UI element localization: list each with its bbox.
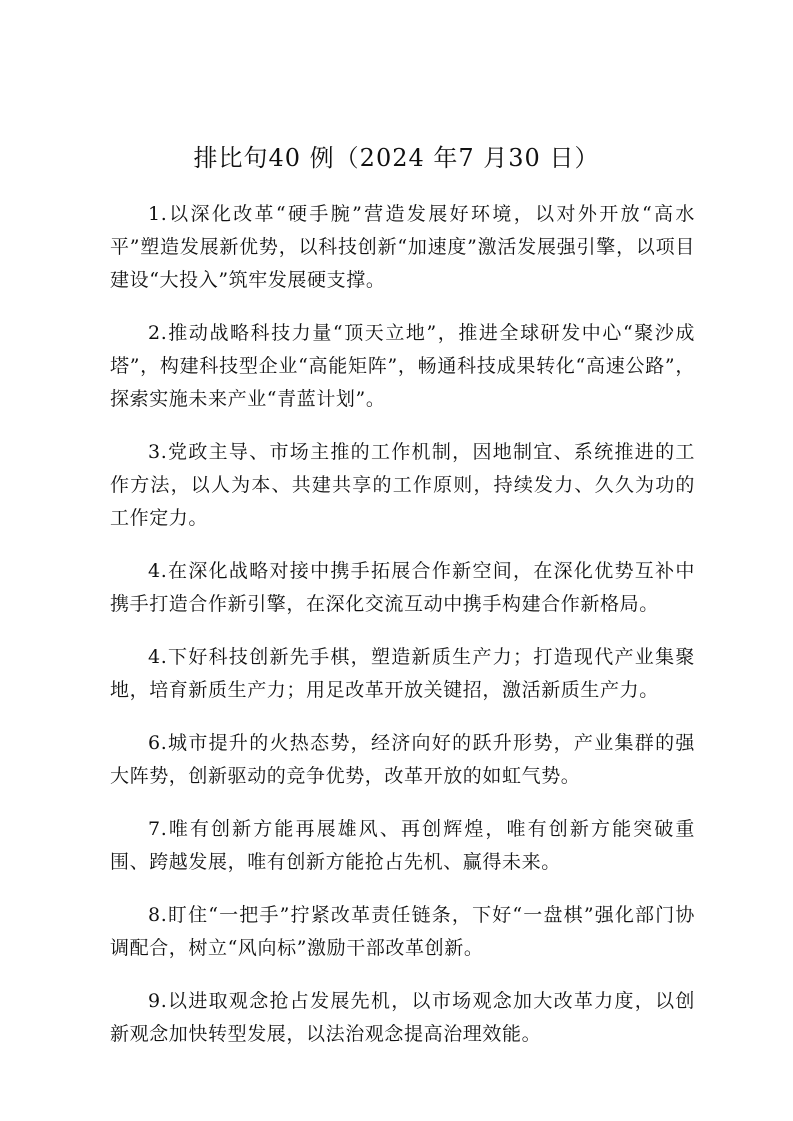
document-body bbox=[110, 198, 695, 1071]
document-title: 排比句40 例（2024 年7 月30 日） bbox=[193, 144, 600, 172]
parallelism-item-6: 6.城市提升的火热态势，经济向好的跃升形势，产业集群的强大阵势，创新驱动的竞争优势，改革开放的如虹气势。 bbox=[110, 732, 695, 787]
parallelism-item-4: 4.在深化战略对接中携手拓展合作新空间，在深化优势互补中携手打造合作新引擎，在深化交流互动中携手构建合作新格局。 bbox=[110, 560, 695, 615]
parallelism-item-2: 2.推动战略科技力量“顶天立地”，推进全球研发中心“聚沙成塔”，构建科技型企业“高能矩阵”，畅通科技成果转化“高速公路”，探索实施未来产业“青蓝计划”。 bbox=[110, 322, 695, 410]
parallelism-item-7: 7.唯有创新方能再展雄风、再创辉煌，唯有创新方能突破重围、跨越发展，唯有创新方能抢占先机、赢得未来。 bbox=[110, 818, 695, 873]
parallelism-item-9: 9.以进取观念抢占发展先机，以市场观念加大改革力度，以创新观念加快转型发展，以法治观念提高治理效能。 bbox=[110, 990, 695, 1045]
parallelism-item-3: 3.党政主导、市场主推的工作机制，因地制宜、系统推进的工作方法，以人为本、共建共享的工作原则，持续发力、久久为功的工作定力。 bbox=[110, 441, 695, 529]
parallelism-item-8: 8.盯住“一把手”拧紧改革责任链条，下好“一盘棋”强化部门协调配合，树立“风向标”激励干部改革创新。 bbox=[110, 904, 695, 959]
parallelism-item-1: 1.以深化改革“硬手腕”营造发展好环境，以对外开放“高水平”塑造发展新优势，以科技创新“加速度”激活发展强引擎，以项目建设“大投入”筑牢发展硬支撑。 bbox=[110, 203, 695, 291]
parallelism-item-5: 4.下好科技创新先手棋，塑造新质生产力；打造现代产业集聚地，培育新质生产力；用足改革开放关键招，激活新质生产力。 bbox=[110, 646, 695, 701]
